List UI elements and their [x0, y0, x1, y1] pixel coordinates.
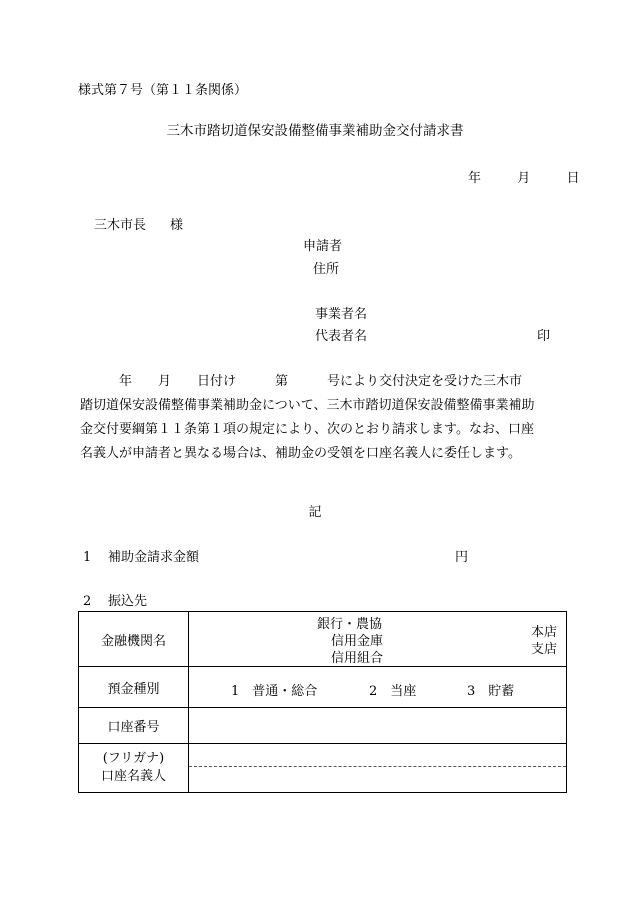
body-line: 名義人が申請者と異なる場合は、補助金の受領を口座名義人に委任します。: [80, 446, 521, 461]
deposit-option: 3 貯蓄: [467, 684, 515, 699]
deposit-option: 1 普通・総合: [231, 684, 318, 699]
transfer-table: [78, 611, 567, 793]
deposit-type-cell[interactable]: [189, 667, 567, 708]
deposit-label: 預金種別: [79, 667, 189, 708]
bank-type: 銀行・農協: [317, 617, 383, 632]
applicant-heading: 申請者: [303, 239, 343, 254]
request-body: [80, 370, 570, 466]
date-year: 年: [468, 171, 482, 186]
address-label: 住所: [313, 262, 340, 277]
date-line: [468, 172, 580, 185]
seal-mark: 印: [537, 329, 551, 344]
document-title: 三木市踏切道保安設備整備事業補助金交付請求書: [166, 123, 464, 139]
date-day: 日: [566, 171, 580, 186]
holder-label: 口座名義人: [100, 769, 166, 784]
representative-label: 代表者名: [315, 329, 368, 344]
item2-number: 2: [83, 594, 92, 609]
bank-label: 金融機関名: [79, 612, 189, 667]
item1-label: 補助金請求金額: [108, 550, 200, 565]
bank-type: 信用金庫: [331, 634, 384, 649]
form-number: 様式第７号（第１１条関係）: [78, 83, 248, 98]
business-name-label: 事業者名: [315, 307, 368, 322]
branch-type: 支店: [531, 642, 558, 657]
bank-name-cell[interactable]: [189, 612, 567, 667]
body-line: 金交付要綱第１１条第１項の規定により、次のとおり請求します。なお、口座: [80, 422, 534, 437]
record-heading: 記: [308, 505, 322, 520]
deposit-option: 2 当座: [369, 684, 417, 699]
addressee-honorific: 様: [170, 218, 184, 233]
bank-type: 信用組合: [331, 651, 384, 666]
account-number-label: 口座番号: [79, 708, 189, 744]
branch-types: [531, 624, 557, 658]
furigana-divider: [189, 766, 566, 767]
item1-number: 1: [83, 550, 92, 565]
item2-label: 振込先: [108, 594, 148, 609]
holder-name-cell[interactable]: [189, 744, 567, 793]
yen-unit: 円: [455, 550, 469, 565]
body-line: 踏切道保安設備整備事業補助金について、三木市踏切道保安設備整備事業補助: [80, 398, 535, 413]
body-line: 年 月 日付け 第 号により交付決定を受けた三木市: [80, 374, 523, 389]
date-month: 月: [517, 171, 531, 186]
bank-types: [317, 616, 383, 667]
addressee: [94, 219, 183, 232]
account-number-cell[interactable]: [189, 708, 567, 744]
holder-label-cell: [79, 744, 189, 793]
addressee-name: 三木市長: [94, 218, 147, 233]
branch-type: 本店: [531, 625, 558, 640]
furigana-label: (フリガナ): [102, 751, 165, 766]
